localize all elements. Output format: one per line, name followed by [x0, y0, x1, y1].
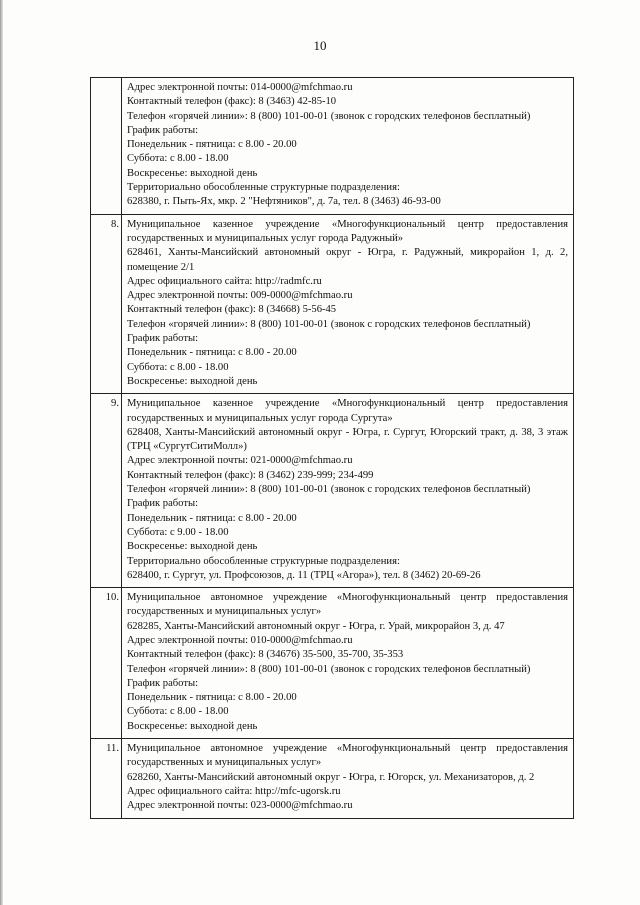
- row-number: 9.: [91, 394, 122, 588]
- row-number: 11.: [91, 739, 122, 818]
- text-line: Контактный телефон (факс): 8 (34668) 5-56-45: [127, 304, 337, 316]
- row-number: 10.: [91, 588, 122, 739]
- page-number: 10: [313, 38, 327, 53]
- row-content: [122, 214, 574, 394]
- text-line: График работы:: [127, 124, 199, 136]
- text-line: государственных и муниципальных услуг»: [127, 606, 322, 618]
- text-line: государственных и муниципальных услуг города Радужный»: [127, 232, 404, 244]
- text-line: Территориально обособленные структурные подразделения:: [127, 182, 400, 194]
- text-line: Контактный телефон (факс): 8 (3462) 239-999; 234-499: [127, 469, 374, 481]
- text-line: Контактный телефон (факс): 8 (3463) 42-85-10: [127, 96, 337, 108]
- table-row: [91, 739, 574, 818]
- text-line: Адрес электронной почты: 021-0000@mfchmao.ru: [127, 455, 353, 467]
- scan-edge: [0, 0, 3, 905]
- text-line: Телефон «горячей линии»: 8 (800) 101-00-01 (звонок с городских телефонов бесплатный): [127, 318, 531, 330]
- text-line: Адрес электронной почты: 010-0000@mfchmao.ru: [127, 634, 353, 646]
- text-line: Воскресенье: выходной день: [127, 541, 258, 553]
- text-line: График работы:: [127, 498, 199, 510]
- text-line: Воскресенье: выходной день: [127, 375, 258, 387]
- text-line: 628408, Ханты-Мансийский автономный округ - Югра, г. Сургут, Югорский тракт, д. 38, 3 этаж: [127, 426, 568, 438]
- text-line: Адрес официального сайта: http://mfc-ugorsk.ru: [127, 785, 341, 797]
- text-line: 628285, Ханты-Мансийский автономный округ - Югра, г. Урай, микрорайон 3, д. 47: [127, 620, 505, 632]
- table-row: [91, 78, 574, 215]
- text-line: Муниципальное автономное учреждение «Многофункциональный центр предоставления: [127, 592, 568, 604]
- text-line: 628461, Ханты-Мансийский автономный округ - Югра, г. Радужный, микрорайон 1, д. 2,: [127, 247, 568, 259]
- text-line: Муниципальное казенное учреждение «Многофункциональный центр предоставления: [127, 218, 568, 230]
- row-number: [91, 78, 122, 215]
- text-line: Адрес официального сайта: http://radmfc.ru: [127, 275, 322, 287]
- text-line: (ТРЦ «СургутСитиМолл»): [127, 441, 247, 453]
- row-content: [122, 739, 574, 818]
- text-line: помещение 2/1: [127, 261, 195, 273]
- text-line: Понедельник - пятница: с 8.00 - 20.00: [127, 692, 297, 704]
- row-content: [122, 394, 574, 588]
- text-line: Телефон «горячей линии»: 8 (800) 101-00-01 (звонок с городских телефонов бесплатный): [127, 484, 531, 496]
- text-line: Понедельник - пятница: с 8.00 - 20.00: [127, 347, 297, 359]
- table-row: [91, 588, 574, 739]
- text-line: 628260, Ханты-Мансийский автономный округ - Югра, г. Югорск, ул. Механизаторов, д. 2: [127, 771, 535, 783]
- text-line: График работы:: [127, 677, 199, 689]
- text-line: Понедельник - пятница: с 8.00 - 20.00: [127, 512, 297, 524]
- text-line: Муниципальное автономное учреждение «Многофункциональный центр предоставления: [127, 743, 568, 755]
- institutions-table-body: [91, 78, 574, 819]
- text-line: Адрес электронной почты: 014-0000@mfchmao.ru: [127, 82, 353, 93]
- text-line: Муниципальное казенное учреждение «Многофункциональный центр предоставления: [127, 398, 568, 410]
- text-line: Адрес электронной почты: 023-0000@mfchmao.ru: [127, 800, 353, 812]
- table-row: [91, 214, 574, 394]
- text-line: Суббота: с 9.00 - 18.00: [127, 526, 229, 538]
- text-line: Телефон «горячей линии»: 8 (800) 101-00-01 (звонок с городских телефонов бесплатный): [127, 110, 531, 122]
- text-line: Суббота: с 8.00 - 18.00: [127, 706, 229, 718]
- row-content: [122, 78, 574, 215]
- text-line: государственных и муниципальных услуг»: [127, 757, 322, 769]
- text-line: Адрес электронной почты: 009-0000@mfchmao.ru: [127, 290, 353, 302]
- institutions-table: [90, 77, 574, 819]
- text-line: График работы:: [127, 333, 199, 345]
- text-line: Воскресенье: выходной день: [127, 720, 258, 732]
- text-line: Воскресенье: выходной день: [127, 167, 258, 179]
- text-line: Суббота: с 8.00 - 18.00: [127, 153, 229, 165]
- table-row: [91, 394, 574, 588]
- text-line: Телефон «горячей линии»: 8 (800) 101-00-01 (звонок с городских телефонов бесплатный): [127, 663, 531, 675]
- text-line: 628400, г. Сургут, ул. Профсоюзов, д. 11 (ТРЦ «Агора»), тел. 8 (3462) 20-69-26: [127, 569, 481, 581]
- text-line: государственных и муниципальных услуг города Сургута»: [127, 412, 393, 424]
- text-line: Суббота: с 8.00 - 18.00: [127, 361, 229, 373]
- text-line: Контактный телефон (факс): 8 (34676) 35-500, 35-700, 35-353: [127, 649, 404, 661]
- row-content: [122, 588, 574, 739]
- row-number: 8.: [91, 214, 122, 394]
- text-line: Понедельник - пятница: с 8.00 - 20.00: [127, 139, 297, 151]
- text-line: Территориально обособленные структурные подразделения:: [127, 555, 400, 567]
- text-line: 628380, г. Пыть-Ях, мкр. 2 "Нефтяников", д. 7а, тел. 8 (3463) 46-93-00: [127, 196, 441, 208]
